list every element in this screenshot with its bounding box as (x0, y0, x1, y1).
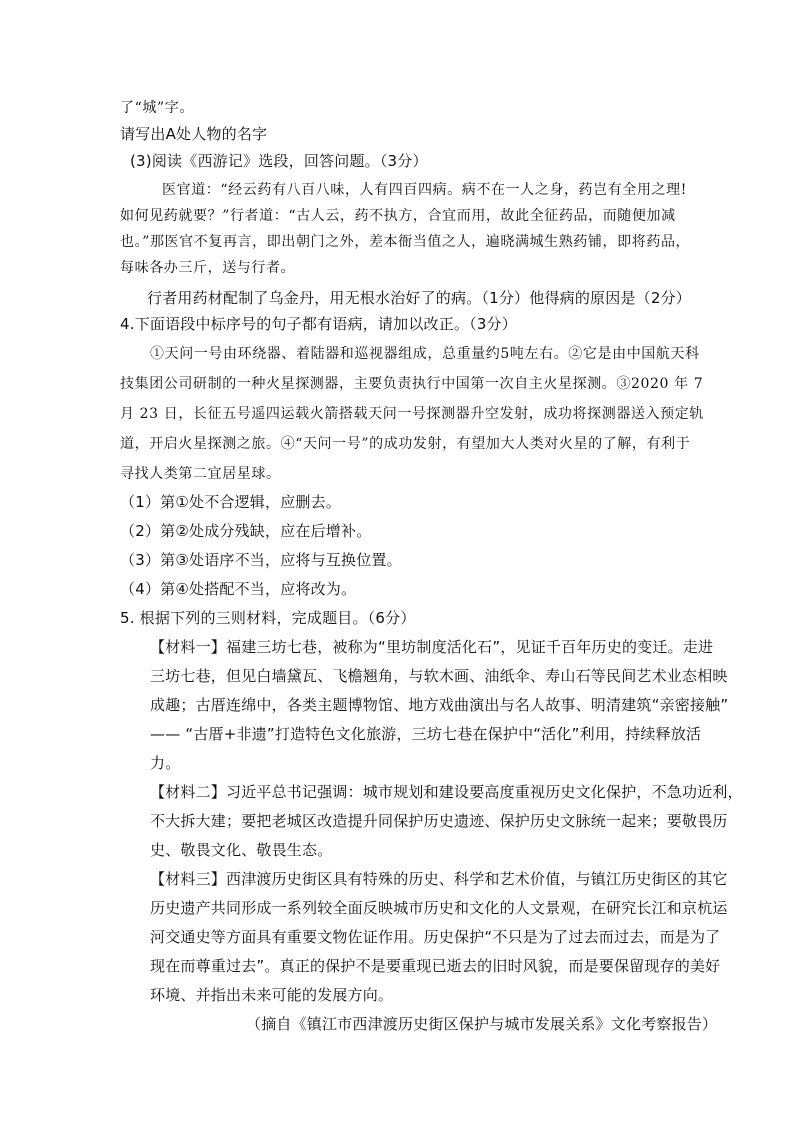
answer-item: （1）第①处不合逻辑，应删去。 (120, 493, 341, 511)
material-line: 环境、并指出未来可能的发展方向。 (150, 986, 394, 1004)
material-line: 现在而尊重过去”。真正的保护不是要重现已逝去的旧时风貌，而是要保留现存的美好 (150, 957, 721, 975)
source-citation: （摘自《镇江市西津渡历史街区保护与城市发展关系》文化考察报告） (246, 1015, 718, 1033)
material-line: 河交通史等方面具有重要文物佐证作用。历史保护“不只是为了过去而过去，而是为了 (150, 928, 721, 946)
material-line: 历史遗产共同形成一系列较全面反映城市历史和文化的人文景观，在研究长江和京杭运 (150, 899, 728, 917)
question-4-title: 4.下面语段中标序号的句子都有语病，请加以改正。（3分） (120, 315, 517, 333)
material-line: 力。 (150, 754, 181, 772)
material-line: 【材料一】福建三坊七巷，被称为“里坊制度活化石”，见证千百年历史的变迁。走进 (150, 638, 714, 656)
question-3-prompt: 行者用药材配制了乌金丹，用无根水治好了的病。（1分）他得病的原因是（2分） (147, 289, 691, 307)
material-line: 【材料三】西津渡历史街区具有特殊的历史、科学和艺术价值，与镇江历史街区的其它 (150, 870, 728, 888)
question-5-title: 5. 根据下列的三则材料，完成题目。（6分） (120, 609, 416, 627)
material-line: 史、敬畏文化、敬畏生态。 (150, 841, 333, 859)
excerpt-line: 每味各办三斤，送与行者。 (120, 260, 296, 276)
excerpt-line: 如何见药就要？”行者道：“古人云，药不执方，合宜而用，故此全征药品，而随便加减 (120, 208, 676, 224)
excerpt-line: 医官道：“经云药有八百八味，人有四百四病。病不在一人之身，药岂有全用之理! (162, 182, 687, 198)
excerpt-line: 也。”那医官不复再言，即出朝门之外，差本衙当值之人，遍晓满城生熟药铺，即将药品， (120, 234, 691, 250)
answer-item: （2）第②处成分残缺，应在后增补。 (120, 522, 372, 540)
passage-line: 技集团公司研制的一种火星探测器，主要负责执行中国第一次自主火星探测。③2020 年 7 (120, 376, 704, 392)
name-prompt: 请写出A处人物的名字 (120, 125, 268, 143)
passage-line: ①天问一号由环绕器、着陆器和巡视器组成，总重量约5吨左右。②它是由中国航天科 (150, 346, 700, 362)
material-line: 【材料二】习近平总书记强调：城市规划和建设要高度重视历史文化保护，不急功近利， (150, 783, 743, 801)
passage-line: 道，开启火星探测之旅。④“天问一号”的成功发射，有望加大人类对火星的了解，有利于 (120, 436, 691, 452)
answer-item: （3）第③处语序不当，应将与互换位置。 (120, 551, 402, 569)
answer-item: （4）第④处搭配不当，应将改为。 (120, 580, 357, 598)
material-line: 三坊七巷，但见白墙黛瓦、飞檐翘角，与软木画、油纸伞、寿山石等民间艺术业态相映 (150, 667, 728, 685)
passage-line: 寻找人类第二宜居星球。 (120, 466, 281, 482)
continued-line: 了“城”字。 (120, 100, 194, 116)
material-line: —— “古厝+非遗”打造特色文化旅游，三坊七巷在保护中“活化”利用，持续释放活 (150, 725, 702, 743)
passage-line: 月 23 日，长征五号遥四运载火箭搭载天问一号探测器升空发射，成功将探测器送入预定轨 (120, 406, 704, 422)
material-line: 成趣；古厝连绵中，各类主题博物馆、地方戏曲演出与名人故事、明清建筑“亲密接触” (150, 696, 729, 714)
question-3-title: (3)阅读《西游记》选段，回答问题。（3分） (130, 152, 428, 170)
material-line: 不大拆大建；要把老城区改造提升同保护历史遗迹、保护历史文脉统一起来；要敬畏历 (150, 812, 728, 830)
